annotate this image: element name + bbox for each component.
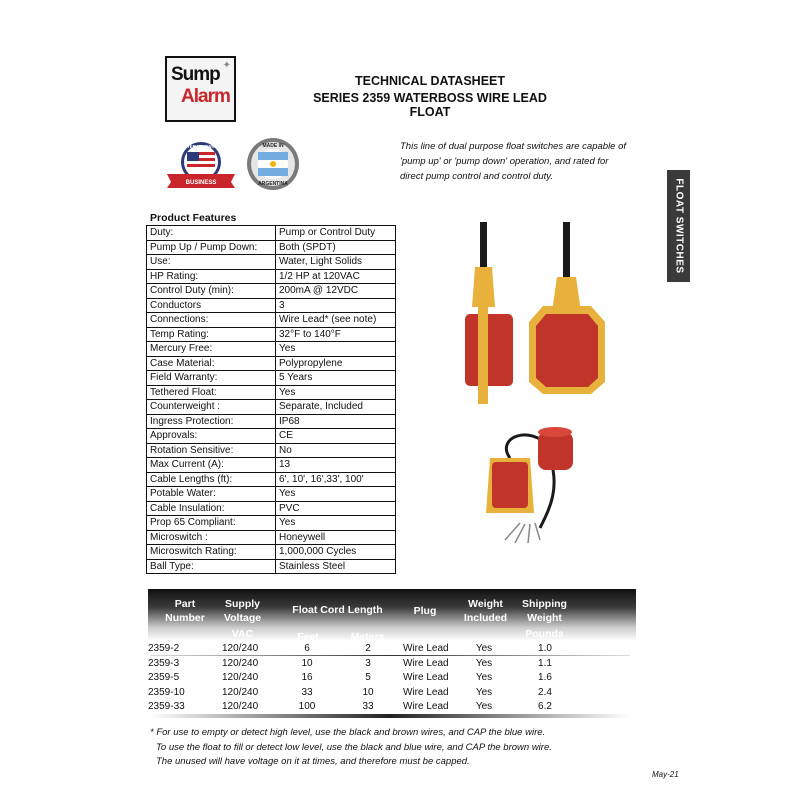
veteran-badge-bottom: BUSINESS bbox=[185, 180, 217, 186]
spec-cell-plug: Wire Lead bbox=[403, 643, 449, 654]
feature-label: Microswitch Rating: bbox=[147, 545, 276, 560]
feature-value: PVC bbox=[276, 501, 396, 516]
feature-value: Pump or Control Duty bbox=[276, 226, 396, 241]
feature-label: Prop 65 Compliant: bbox=[147, 516, 276, 531]
revision-date: May-21 bbox=[652, 770, 679, 779]
spec-rule-bottom bbox=[150, 714, 630, 718]
feature-label: Approvals: bbox=[147, 429, 276, 444]
feature-label: HP Rating: bbox=[147, 269, 276, 284]
feature-value: No bbox=[276, 443, 396, 458]
feature-label: Cable Insulation: bbox=[147, 501, 276, 516]
header-supply-line: VAC bbox=[231, 628, 254, 640]
header-meters: Meters bbox=[350, 631, 385, 643]
sump-alarm-logo bbox=[165, 56, 236, 122]
feature-row bbox=[147, 530, 396, 545]
series-title: SERIES 2359 WATERBOSS WIRE LEAD FLOAT bbox=[313, 91, 547, 119]
spec-cell-feet: 10 bbox=[301, 657, 313, 669]
header-supply bbox=[215, 597, 270, 641]
spec-rule-top bbox=[150, 655, 630, 656]
logo-line1: Sump bbox=[171, 64, 220, 85]
header-weight bbox=[458, 597, 513, 625]
feature-row bbox=[147, 487, 396, 502]
feature-value: Yes bbox=[276, 516, 396, 531]
header-plug: Plug bbox=[413, 605, 437, 617]
feature-label: Pump Up / Pump Down: bbox=[147, 240, 276, 255]
feature-label: Counterweight : bbox=[147, 400, 276, 415]
feature-row bbox=[147, 516, 396, 531]
spec-cell-plug: Wire Lead bbox=[403, 672, 449, 684]
spec-cell-feet: 16 bbox=[301, 672, 313, 684]
feature-label: Use: bbox=[147, 255, 276, 270]
feature-value: 3 bbox=[276, 298, 396, 313]
spec-cell-part: 2359-10 bbox=[148, 686, 185, 698]
spec-cell-shipping: 2.4 bbox=[538, 686, 552, 698]
spec-cell-part: 2359-33 bbox=[148, 701, 185, 713]
feature-row bbox=[147, 298, 396, 313]
feature-value: Polypropylene bbox=[276, 356, 396, 371]
spec-cell-meters: 3 bbox=[365, 657, 371, 669]
feature-label: Microswitch : bbox=[147, 530, 276, 545]
header-feet: Feet bbox=[297, 631, 319, 643]
veteran-owned-badge bbox=[165, 140, 237, 190]
spec-cell-part: 2359-2 bbox=[148, 643, 180, 654]
feature-label: Max Current (A): bbox=[147, 458, 276, 473]
feature-label: Ingress Protection: bbox=[147, 414, 276, 429]
spec-cell-weight: Yes bbox=[475, 701, 493, 713]
feature-row bbox=[147, 240, 396, 255]
spec-cell-shipping: 6.2 bbox=[538, 701, 552, 713]
feature-value: Yes bbox=[276, 487, 396, 502]
feature-value: Separate, Included bbox=[276, 400, 396, 415]
header-shipping-line: Shipping bbox=[522, 598, 567, 610]
feature-value: Stainless Steel bbox=[276, 559, 396, 574]
note-line: The unused will have voltage on it at times, and therefore must be capped. bbox=[156, 756, 470, 767]
float-switch-photo bbox=[455, 222, 615, 407]
header-shipping-line: Weight bbox=[527, 612, 562, 624]
feature-label: Cable Lengths (ft): bbox=[147, 472, 276, 487]
header-shipping-line: Pounds bbox=[525, 628, 564, 640]
feature-row bbox=[147, 371, 396, 386]
feature-value: 13 bbox=[276, 458, 396, 473]
feature-label: Rotation Sensitive: bbox=[147, 443, 276, 458]
feature-row bbox=[147, 545, 396, 560]
feature-row bbox=[147, 559, 396, 574]
spec-cell-weight: Yes bbox=[475, 672, 493, 684]
spec-cell-voltage: 120/240 bbox=[222, 686, 259, 698]
float-switches-tab bbox=[667, 170, 690, 282]
feature-row bbox=[147, 255, 396, 270]
feature-row bbox=[147, 414, 396, 429]
feature-label: Temp Rating: bbox=[147, 327, 276, 342]
intro-line: direct pump control and control duty. bbox=[400, 171, 553, 182]
spec-cell-voltage: 120/240 bbox=[222, 643, 259, 654]
feature-row bbox=[147, 226, 396, 241]
spec-cell-weight: Yes bbox=[475, 643, 493, 654]
feature-value: Water, Light Solids bbox=[276, 255, 396, 270]
feature-label: Duty: bbox=[147, 226, 276, 241]
datasheet-title: TECHNICAL DATASHEET bbox=[355, 74, 505, 88]
argentina-badge-bottom: ARGENTINA bbox=[258, 181, 288, 187]
feature-row bbox=[147, 356, 396, 371]
feature-value: 200mA @ 12VDC bbox=[276, 284, 396, 299]
feature-row bbox=[147, 313, 396, 328]
spec-cell-shipping: 1.0 bbox=[538, 643, 552, 654]
feature-row bbox=[147, 472, 396, 487]
feature-row bbox=[147, 269, 396, 284]
spec-cell-shipping: 1.6 bbox=[538, 672, 552, 684]
feature-value: Yes bbox=[276, 342, 396, 357]
feature-label: Tethered Float: bbox=[147, 385, 276, 400]
note-line: * For use to empty or detect high level, use the black and brown wires, and CAP the blue wire. bbox=[150, 727, 546, 738]
feature-value: Yes bbox=[276, 385, 396, 400]
spec-cell-meters: 10 bbox=[362, 686, 374, 698]
feature-row bbox=[147, 327, 396, 342]
spec-cell-feet: 33 bbox=[301, 686, 313, 698]
feature-row bbox=[147, 284, 396, 299]
feature-value: Wire Lead* (see note) bbox=[276, 313, 396, 328]
feature-label: Conductors bbox=[147, 298, 276, 313]
feature-value: 1,000,000 Cycles bbox=[276, 545, 396, 560]
header-shipping bbox=[517, 597, 572, 641]
intro-text bbox=[400, 139, 640, 184]
spec-cell-plug: Wire Lead bbox=[403, 686, 449, 698]
feature-value: Honeywell bbox=[276, 530, 396, 545]
feature-label: Potable Water: bbox=[147, 487, 276, 502]
feature-value: 5 Years bbox=[276, 371, 396, 386]
feature-row bbox=[147, 342, 396, 357]
feature-row bbox=[147, 400, 396, 415]
spec-cell-plug: Wire Lead bbox=[403, 657, 449, 669]
feature-value: IP68 bbox=[276, 414, 396, 429]
spec-cell-part: 2359-3 bbox=[148, 657, 180, 669]
spec-cell-voltage: 120/240 bbox=[222, 701, 259, 713]
header-supply-line: Supply bbox=[224, 598, 260, 610]
veteran-badge-top: VETERAN OWNED bbox=[180, 144, 222, 149]
star-icon: ✦ bbox=[222, 60, 231, 71]
feature-row bbox=[147, 443, 396, 458]
side-tab-label: FLOAT SWITCHES bbox=[673, 178, 684, 274]
feature-label: Ball Type: bbox=[147, 559, 276, 574]
feature-row bbox=[147, 458, 396, 473]
spec-cell-plug: Wire Lead bbox=[403, 701, 449, 713]
argentina-badge-top: MADE IN bbox=[262, 143, 284, 149]
spec-cell-voltage: 120/240 bbox=[222, 672, 259, 684]
feature-value: CE bbox=[276, 429, 396, 444]
spec-cell-feet: 6 bbox=[304, 643, 310, 654]
header-supply-line: Voltage bbox=[223, 612, 262, 624]
header-float-cord-length: Float Cord Length bbox=[292, 604, 383, 616]
spec-cell-part: 2359-5 bbox=[148, 672, 180, 684]
made-in-argentina-badge bbox=[245, 137, 301, 191]
header-part-line: Number bbox=[165, 612, 205, 624]
features-table bbox=[146, 225, 396, 574]
header-part bbox=[160, 597, 210, 625]
feature-value: 1/2 HP at 120VAC bbox=[276, 269, 396, 284]
spec-cell-weight: Yes bbox=[475, 657, 493, 669]
spec-cell-voltage: 120/240 bbox=[222, 657, 259, 669]
feature-value: 32°F to 140°F bbox=[276, 327, 396, 342]
feature-row bbox=[147, 501, 396, 516]
feature-row bbox=[147, 429, 396, 444]
feature-label: Control Duty (min): bbox=[147, 284, 276, 299]
feature-value: Both (SPDT) bbox=[276, 240, 396, 255]
spec-cell-feet: 100 bbox=[298, 701, 316, 713]
features-heading: Product Features bbox=[150, 212, 237, 224]
feature-label: Field Warranty: bbox=[147, 371, 276, 386]
spec-cell-meters: 33 bbox=[362, 701, 374, 713]
feature-row bbox=[147, 385, 396, 400]
intro-line: 'pump up' or 'pump down' operation, and rated for bbox=[400, 156, 609, 167]
feature-label: Case Material: bbox=[147, 356, 276, 371]
logo-line2: Alarm bbox=[181, 86, 230, 107]
intro-line: This line of dual purpose float switches are capable of bbox=[400, 141, 627, 152]
header-weight-line: Weight bbox=[468, 598, 503, 610]
feature-value: 6', 10', 16',33', 100' bbox=[276, 472, 396, 487]
spec-cell-weight: Yes bbox=[475, 686, 493, 698]
feature-label: Mercury Free: bbox=[147, 342, 276, 357]
wiring-notes bbox=[150, 726, 552, 770]
feature-label: Connections: bbox=[147, 313, 276, 328]
header-weight-line: Included bbox=[463, 612, 508, 624]
spec-cell-meters: 5 bbox=[365, 672, 371, 684]
note-line: To use the float to fill or detect low level, use the black and blue wire, and CAP the brown wire. bbox=[156, 741, 552, 753]
header-part-line: Part bbox=[174, 598, 196, 610]
float-with-counterweight-photo bbox=[480, 418, 605, 548]
spec-cell-shipping: 1.1 bbox=[538, 657, 552, 669]
spec-cell-meters: 2 bbox=[365, 643, 371, 654]
